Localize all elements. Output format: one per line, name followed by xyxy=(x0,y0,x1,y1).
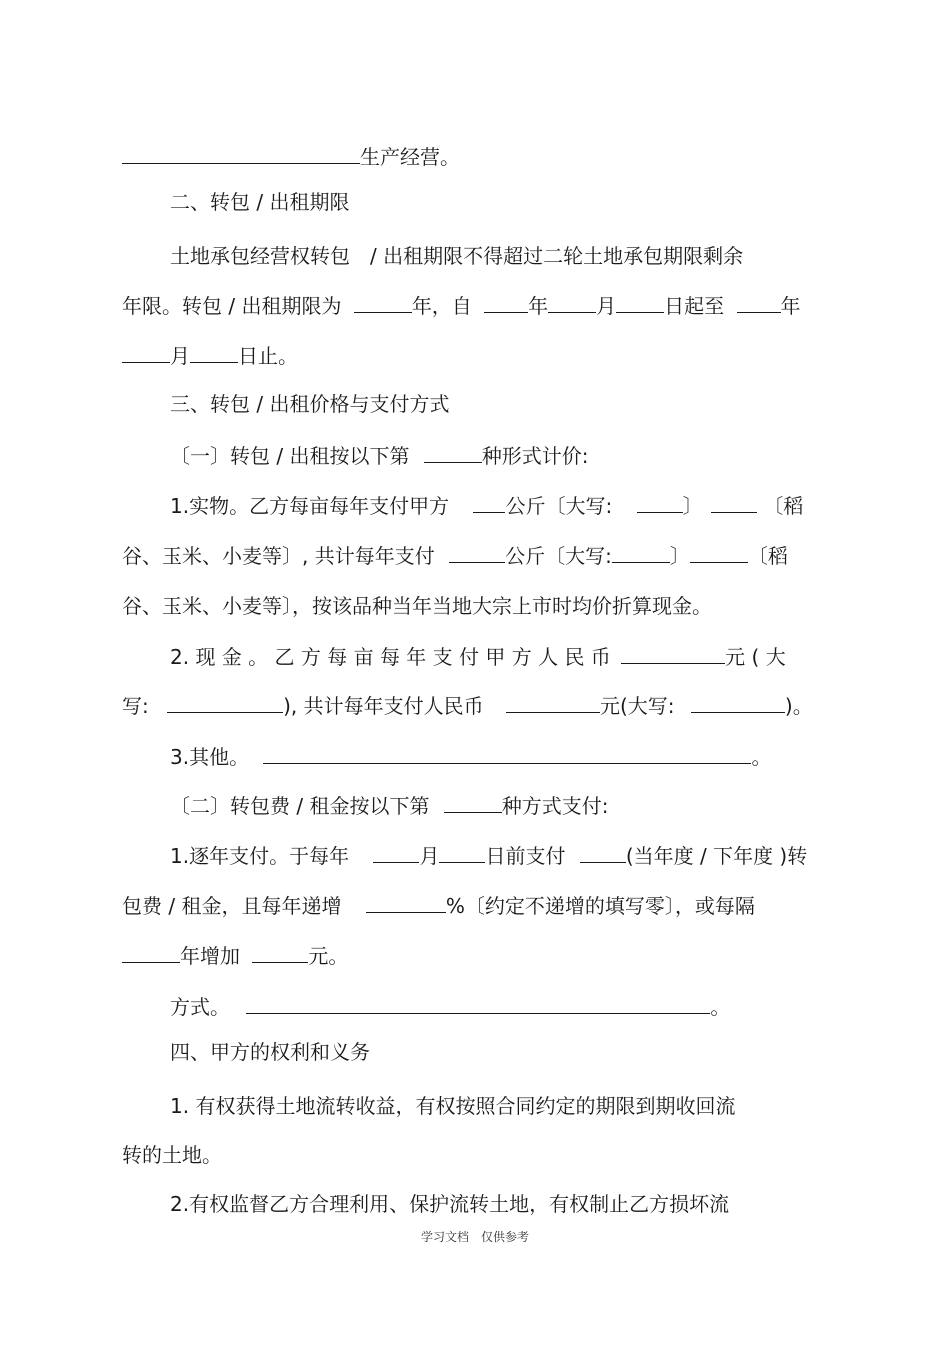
text: 3.其他。 xyxy=(170,745,250,769)
fill-blank xyxy=(122,942,180,963)
doc-line xyxy=(170,842,807,870)
text: 公斤〔大写: xyxy=(505,544,612,568)
section-heading xyxy=(170,1038,370,1066)
text: 〔稻 xyxy=(763,494,804,518)
text: 月 xyxy=(419,844,440,868)
fill-blank xyxy=(690,542,748,563)
doc-line xyxy=(170,792,609,820)
fill-blank xyxy=(711,492,757,513)
fill-blank xyxy=(484,292,528,313)
fill-blank xyxy=(424,442,482,463)
text: (当年度 / 下年度 )转 xyxy=(625,844,808,868)
heading-text: 三、转包 / 出租价格与支付方式 xyxy=(170,392,450,416)
fill-blank xyxy=(580,842,626,863)
text: 转的土地。 xyxy=(122,1143,222,1167)
text: 日起至 xyxy=(664,294,725,318)
doc-line xyxy=(170,1190,729,1218)
text: 1.逐年支付。于每年 xyxy=(170,844,350,868)
text: 月 xyxy=(170,344,190,368)
doc-line xyxy=(170,492,803,520)
doc-line xyxy=(122,942,348,970)
fill-blank xyxy=(190,342,238,363)
fill-blank xyxy=(637,492,683,513)
fill-blank xyxy=(122,342,170,363)
fill-blank xyxy=(548,292,596,313)
text: 〔二〕转包费 / 租金按以下第 xyxy=(170,794,430,818)
fill-blank xyxy=(444,792,502,813)
fill-blank xyxy=(373,842,419,863)
fill-blank xyxy=(506,692,600,713)
doc-line xyxy=(170,242,743,270)
text: 2. 现 金 。 乙 方 每 亩 每 年 支 付 甲 方 人 民 币 xyxy=(170,645,611,669)
text: 生产经营。 xyxy=(360,145,460,169)
text: 年增加 xyxy=(180,944,240,968)
fill-blank xyxy=(691,692,785,713)
heading-text: 四、甲方的权利和义务 xyxy=(170,1040,370,1064)
text: %〔约定不递增的填写零〕，或每隔 xyxy=(445,894,755,918)
text: 元(大写: xyxy=(600,694,675,718)
fill-blank xyxy=(616,292,664,313)
text: 月 xyxy=(596,294,617,318)
fill-blank xyxy=(449,542,505,563)
doc-line xyxy=(170,993,730,1021)
text: 写: xyxy=(122,694,149,718)
text: 。 xyxy=(751,745,772,769)
text: 种方式支付: xyxy=(501,794,609,818)
text: 年 xyxy=(780,294,801,318)
text: 〕 xyxy=(669,544,690,568)
text: 元 ( 大 xyxy=(725,645,786,669)
text: 日止。 xyxy=(238,344,298,368)
text: 年限。转包 / 出租期限为 xyxy=(122,294,342,318)
text: 〔一〕转包 / 出租按以下第 xyxy=(170,444,410,468)
doc-line xyxy=(122,342,298,370)
text: )。 xyxy=(784,694,813,718)
fill-blank xyxy=(122,143,360,164)
text: 土地承包经营权转包 / 出租期限不得超过二轮土地承包期限剩余 xyxy=(170,244,744,268)
text: 方式。 xyxy=(170,995,230,1019)
text: 公斤〔大写: xyxy=(505,494,613,518)
doc-line xyxy=(122,892,755,920)
doc-line xyxy=(170,643,786,671)
doc-line xyxy=(122,1141,222,1169)
fill-blank xyxy=(621,643,725,664)
fill-blank xyxy=(263,743,751,764)
heading-text: 二、转包 / 出租期限 xyxy=(170,190,350,214)
page-footer: 学习文档 仅供参考 xyxy=(420,1230,529,1244)
text: 1. 有权获得土地流转收益，有权按照合同约定的期限到期收回流 xyxy=(170,1094,736,1118)
text: 年 xyxy=(528,294,549,318)
fill-blank xyxy=(167,692,283,713)
doc-line xyxy=(122,592,712,620)
text: 谷、玉米、小麦等〕, 共计每年支付 xyxy=(122,544,435,568)
fill-blank xyxy=(252,942,308,963)
doc-line xyxy=(122,292,801,320)
doc-line xyxy=(170,442,589,470)
section-heading xyxy=(170,188,349,216)
text: 种形式计价: xyxy=(481,444,589,468)
text: 〔稻 xyxy=(747,544,788,568)
text: ), 共计每年支付人民币 xyxy=(283,694,484,718)
text: 年，自 xyxy=(411,294,472,318)
fill-blank xyxy=(246,993,710,1014)
text: 2.有权监督乙方合理利用、保护流转土地，有权制止乙方损坏流 xyxy=(170,1192,730,1216)
doc-line xyxy=(170,1092,735,1120)
fill-blank xyxy=(737,292,781,313)
text: 谷、玉米、小麦等〕，按该品种当年当地大宗上市时均价折算现金。 xyxy=(122,594,712,618)
text: 日前支付 xyxy=(485,844,566,868)
doc-line xyxy=(122,143,460,171)
doc-line xyxy=(170,743,771,771)
fill-blank xyxy=(439,842,485,863)
text: 。 xyxy=(710,995,731,1019)
text: 元。 xyxy=(308,944,349,968)
doc-line xyxy=(122,692,813,720)
fill-blank xyxy=(612,542,670,563)
doc-line xyxy=(122,542,788,570)
fill-blank xyxy=(473,492,505,513)
section-heading xyxy=(170,390,449,418)
fill-blank xyxy=(354,292,412,313)
text: 〕 xyxy=(682,494,703,518)
text: 包费 / 租金，且每年递增 xyxy=(122,894,342,918)
fill-blank xyxy=(366,892,446,913)
text: 1.实物。乙方每亩每年支付甲方 xyxy=(170,494,450,518)
